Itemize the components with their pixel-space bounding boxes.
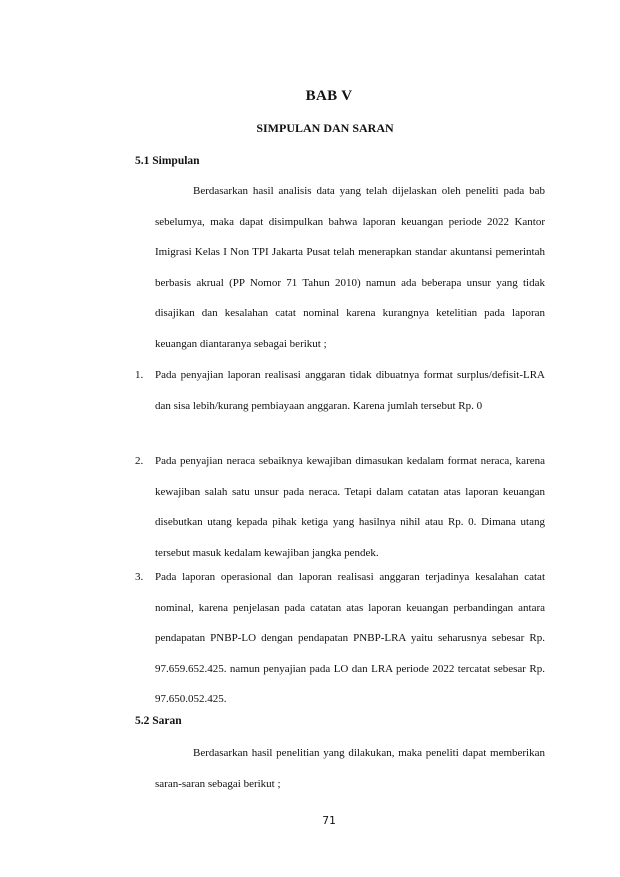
- saran-intro-paragraph: [155, 738, 545, 799]
- list-item-text: Pada laporan operasional dan laporan realisasi anggaran terjadinya kesalahan catat nominal, karena penjelasan pada catatan atas laporan keuangan perbandingan antara pendapatan PNBP-LO dengan pendapatan PNBP-LRA yaitu seharusnya sebesar Rp. 97.659.652.425. namun penyajian pada LO dan LRA periode 2022 tercatat sebesar Rp. 97.650.052.425.: [155, 571, 545, 705]
- simpulan-intro-paragraph: [155, 176, 545, 359]
- list-item-text: Pada penyajian laporan realisasi anggaran tidak dibuatnya format surplus/defisit-LRA dan sisa lebih/kurang pembiayaan anggaran. Karena jumlah tersebut Rp. 0: [155, 369, 545, 412]
- section-heading-saran: 5.2 Saran: [135, 715, 182, 727]
- list-item-number: 3.: [135, 571, 144, 583]
- chapter-subtitle: SIMPULAN DAN SARAN: [256, 121, 394, 135]
- section-heading-simpulan: 5.1 Simpulan: [135, 155, 200, 167]
- simpulan-intro-text: Berdasarkan hasil analisis data yang telah dijelaskan oleh peneliti pada bab sebelumya, maka dapat disimpulkan bahwa laporan keuangan periode 2022 Kantor Imigrasi Kelas I Non TPI Jakarta Pusat telah menerapkan standar akuntansi pemerintah berbasis akrual (PP Nomor 71 Tahun 2010) namun ada beberapa unsur yang tidak disajikan dan kesalahan catat nominal karena kurangnya ketelitian pada laporan keuangan diantaranya sebagai berikut ;: [155, 185, 545, 350]
- chapter-title: BAB V: [305, 88, 353, 104]
- list-item-number: 2.: [135, 455, 144, 467]
- page-number: 71: [322, 814, 336, 827]
- list-item-text: Pada penyajian neraca sebaiknya kewajiban dimasukan kedalam format neraca, karena kewajiban salah satu unsur pada neraca. Tetapi dalam catatan atas laporan keuangan disebutkan utang kepada pihak ketiga yang hasilnya nihil atau Rp. 0. Dimana utang tersebut masuk kedalam kewajiban jangka pendek.: [155, 455, 545, 559]
- saran-intro-text: Berdasarkan hasil penelitian yang dilakukan, maka peneliti dapat memberikan saran-saran sebagai berikut ;: [155, 747, 545, 790]
- list-item-number: 1.: [135, 369, 144, 381]
